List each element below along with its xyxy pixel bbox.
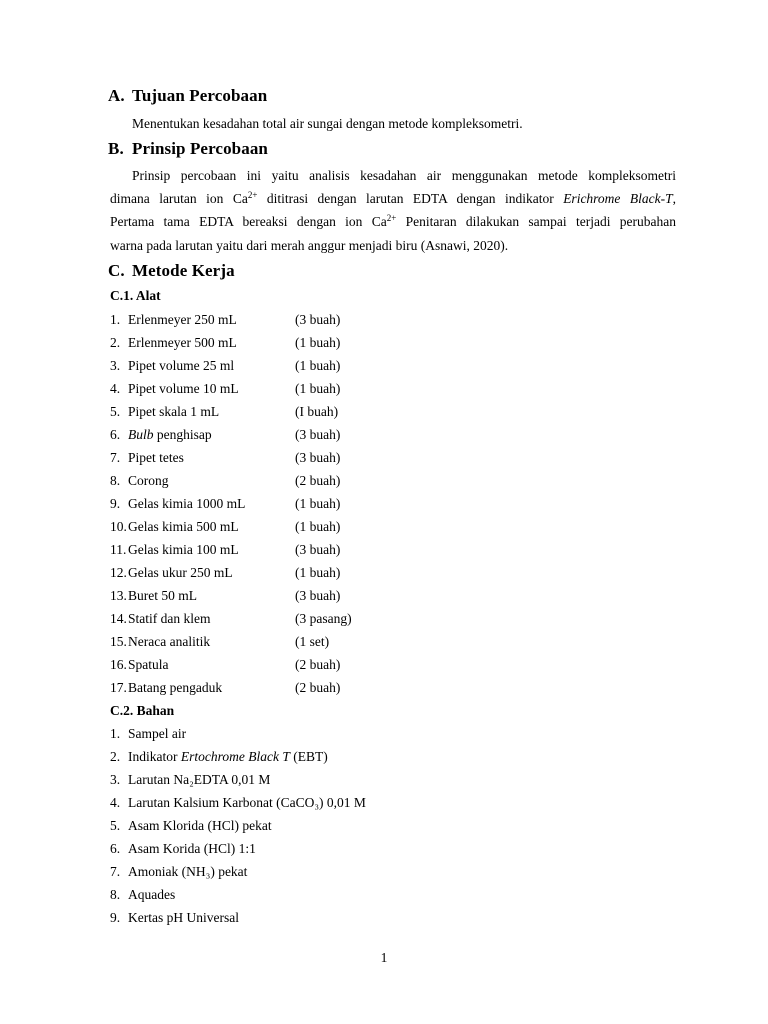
list-item-text: Asam Korida (HCl) 1:1 <box>128 841 256 856</box>
list-item-name-text: Gelas kimia 500 mL <box>128 519 239 534</box>
section-b-heading <box>108 139 268 159</box>
list-item-quantity: (2 buah) <box>295 680 341 695</box>
list-item-name-text: Spatula <box>128 657 169 672</box>
list-item-number: 9. <box>110 910 121 925</box>
list-item-name <box>128 427 212 443</box>
list-item-name-text: Statif dan klem <box>128 611 211 626</box>
list-item-text: Kertas pH Universal <box>128 910 239 925</box>
list-item-name <box>128 542 239 558</box>
list-item-name <box>128 611 210 627</box>
list-item-quantity: (1 buah) <box>295 565 341 580</box>
list-item-name-text: Pipet tetes <box>128 450 184 465</box>
list-item-text: Aquades <box>128 887 176 902</box>
section-b-line-2-a: dimana larutan ion Ca <box>110 191 248 206</box>
list-item-number: 1. <box>110 726 121 741</box>
section-b-letter: B. <box>108 139 124 158</box>
list-item-quantity: (I buah) <box>295 404 339 419</box>
list-item-name-text: penghisap <box>153 427 212 442</box>
list-item-number: 3. <box>110 772 121 787</box>
list-item-name <box>128 335 237 351</box>
list-item-number: 10. <box>110 519 127 534</box>
superscript-charge: 2+ <box>247 190 258 200</box>
list-item-quantity: (1 buah) <box>295 381 341 396</box>
list-item-number: 3. <box>110 358 121 373</box>
section-c-heading <box>108 261 235 281</box>
list-item-quantity: (3 buah) <box>295 588 341 603</box>
list-item-name <box>128 565 233 581</box>
list-item-name-text: Pipet volume 25 ml <box>128 358 235 373</box>
list-item-number: 1. <box>110 312 121 327</box>
list-item-number: 2. <box>110 335 121 350</box>
list-item-quantity: (3 buah) <box>295 542 341 557</box>
list-item-number: 7. <box>110 864 121 879</box>
list-item-quantity: (3 buah) <box>295 450 341 465</box>
list-item-name-text: Gelas ukur 250 mL <box>128 565 233 580</box>
list-item-quantity: (1 buah) <box>295 519 341 534</box>
list-item-quantity: (3 pasang) <box>295 611 352 626</box>
list-item-number: 6. <box>110 841 121 856</box>
list-item-name-text: Erlenmeyer 250 mL <box>128 312 237 327</box>
list-item-quantity: (1 buah) <box>295 335 341 350</box>
list-item-name-text: Gelas kimia 1000 mL <box>128 496 246 511</box>
section-a-heading <box>108 86 267 106</box>
list-item-name-text: Pipet volume 10 mL <box>128 381 239 396</box>
list-item-number: 2. <box>110 749 121 764</box>
list-item-text: Larutan Na₂EDTA 0,01 M <box>128 772 271 787</box>
list-item-number: 6. <box>110 427 121 442</box>
section-a-title: Tujuan Percobaan <box>132 86 268 105</box>
list-item-number: 7. <box>110 450 121 465</box>
list-item-quantity: (1 buah) <box>295 358 341 373</box>
list-item-number: 4. <box>110 381 121 396</box>
list-item-name-text: Corong <box>128 473 169 488</box>
section-b-line-2-b: dititrasi dengan larutan EDTA dengan indikator <box>257 191 564 206</box>
list-item-number: 4. <box>110 795 121 810</box>
list-item-name <box>128 680 222 696</box>
list-item-text <box>128 749 328 765</box>
list-item-name <box>128 450 184 466</box>
list-item-quantity: (3 buah) <box>295 312 341 327</box>
section-b-line-3 <box>110 210 676 233</box>
list-item-text: Larutan Kalsium Karbonat (CaCO₃) 0,01 M <box>128 795 366 810</box>
list-item-text-post: (EBT) <box>289 749 328 764</box>
section-a-letter: A. <box>108 86 125 105</box>
list-item-text-italic: Ertochrome Black T <box>180 749 290 764</box>
section-c-title: Metode Kerja <box>132 261 235 280</box>
list-item-name <box>128 496 245 512</box>
list-item-text-pre: Indikator <box>128 749 181 764</box>
list-item-number: 11. <box>110 542 127 557</box>
list-item-number: 15. <box>110 634 127 649</box>
list-item-name <box>128 473 169 489</box>
list-item-number: 8. <box>110 887 121 902</box>
list-item-text: Amoniak (NH₃) pekat <box>128 864 248 879</box>
section-c-letter: C. <box>108 261 125 280</box>
list-item-name-text: Neraca analitik <box>128 634 211 649</box>
list-item-name <box>128 588 197 604</box>
list-item-name-text: Buret 50 mL <box>128 588 197 603</box>
list-item-name <box>128 519 239 535</box>
section-a-text: Menentukan kesadahan total air sungai dengan metode kompleksometri. <box>132 116 523 131</box>
indicator-name: Erichrome Black-T <box>563 191 673 206</box>
list-item-quantity: (2 buah) <box>295 657 341 672</box>
section-b-line-3-a: Pertama tama EDTA bereaksi dengan ion Ca <box>110 214 387 229</box>
list-item-number: 5. <box>110 818 121 833</box>
section-b-line-4: warna pada larutan yaitu dari merah anggur menjadi biru (Asnawi, 2020). <box>110 238 509 253</box>
alat-subheading: C.1. Alat <box>110 288 161 303</box>
bahan-subheading: C.2. Bahan <box>110 703 175 718</box>
list-item-number: 13. <box>110 588 127 603</box>
list-item-name <box>128 657 169 673</box>
list-item-quantity: (1 buah) <box>295 496 341 511</box>
list-item-name <box>128 404 219 420</box>
list-item-text: Asam Klorida (HCl) pekat <box>128 818 272 833</box>
section-b-line-2-c: , <box>672 191 676 206</box>
list-item-name <box>128 634 210 650</box>
list-item-name <box>128 358 234 374</box>
list-item-name <box>128 312 237 328</box>
section-b-line-3-b: Penitaran dilakukan sampai terjadi perubahan <box>396 214 676 229</box>
list-item-quantity: (2 buah) <box>295 473 341 488</box>
list-item-number: 16. <box>110 657 127 672</box>
section-b-line-2 <box>110 187 676 210</box>
section-b-line-1: Prinsip percobaan ini yaitu analisis kesadahan air menggunakan metode kompleksometri <box>132 168 676 183</box>
list-item-number: 14. <box>110 611 127 626</box>
list-item-name-text: Erlenmeyer 500 mL <box>128 335 237 350</box>
section-b-title: Prinsip Percobaan <box>132 139 268 158</box>
list-item-name-text: Gelas kimia 100 mL <box>128 542 239 557</box>
list-item-name-text: Pipet skala 1 mL <box>128 404 220 419</box>
list-item-number: 8. <box>110 473 121 488</box>
list-item-number: 17. <box>110 680 127 695</box>
list-item-number: 9. <box>110 496 121 511</box>
list-item-name <box>128 381 239 397</box>
list-item-number: 12. <box>110 565 127 580</box>
list-item-name-text: Batang pengaduk <box>128 680 223 695</box>
superscript-charge: 2+ <box>386 213 397 223</box>
list-item-quantity: (3 buah) <box>295 427 341 442</box>
list-item-text: Sampel air <box>128 726 187 741</box>
list-item-quantity: (1 set) <box>295 634 330 649</box>
list-item-name-italic: Bulb <box>128 427 154 442</box>
list-item-number: 5. <box>110 404 121 419</box>
page-number: 1 <box>380 950 388 965</box>
